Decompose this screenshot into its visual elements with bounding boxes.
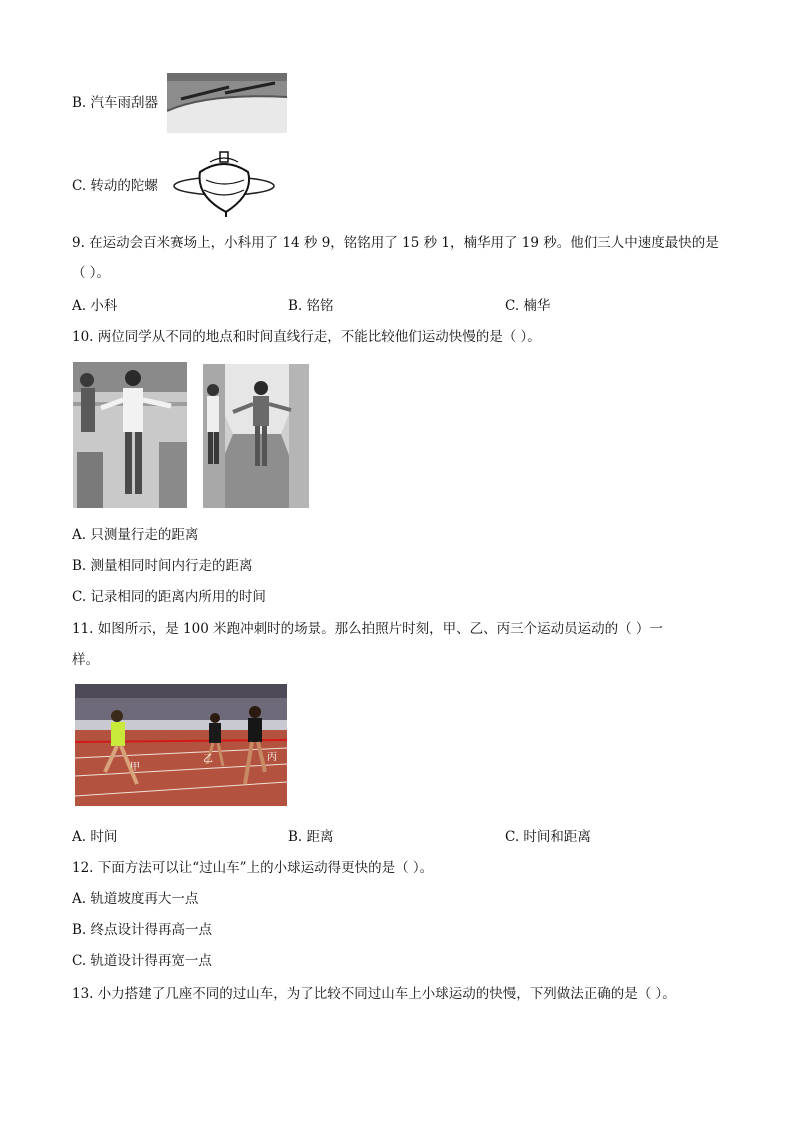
q8-option-c: C. 转动的陀螺	[72, 178, 158, 194]
q9-option-c: C. 楠华	[505, 298, 551, 314]
q10-option-b: B. 测量相同时间内行走的距离	[72, 558, 253, 574]
q12-option-a: A. 轨道坡度再大一点	[72, 891, 199, 907]
q10-option-a: A. 只测量行走的距离	[72, 527, 199, 543]
q11-stem-line1: 11. 如图所示，是 100 米跑冲刺时的场景。那么拍照片时刻，甲、乙、丙三个运动员运动的（ ）一	[72, 621, 663, 637]
q9-option-a: A. 小科	[72, 298, 118, 314]
q8-option-b: B. 汽车雨刮器	[72, 95, 159, 111]
wiper-image	[167, 73, 287, 133]
q12-stem: 12. 下面方法可以让“过山车”上的小球运动得更快的是（ ）。	[72, 860, 434, 876]
q11-stem-line2: 样。	[72, 652, 99, 668]
q11-option-a: A. 时间	[72, 829, 118, 845]
sprint-finish-photo	[75, 684, 287, 806]
q9-stem-line2: （ ）。	[72, 265, 111, 281]
q9-option-b: B. 铭铭	[288, 298, 334, 314]
q13-stem: 13. 小力搭建了几座不同的过山车，为了比较不同过山车上小球运动的快慢，下列做法正确的是（ ）。	[72, 986, 676, 1002]
q12-option-b: B. 终点设计得再高一点	[72, 922, 213, 938]
runner-label-jia: 甲	[130, 762, 140, 773]
corridor-walking-photo	[203, 364, 309, 508]
q9-stem-line1: 9. 在运动会百米赛场上，小科用了 14 秒 9，铭铭用了 15 秒 1，楠华用了 19 秒。他们三人中速度最快的是	[72, 235, 719, 251]
runner-label-bing: 丙	[267, 752, 277, 763]
classroom-walking-photo	[73, 362, 187, 508]
runner-label-yi: 乙	[203, 754, 213, 765]
q10-option-c: C. 记录相同的距离内所用的时间	[72, 589, 266, 605]
q12-option-c: C. 轨道设计得再宽一点	[72, 953, 212, 969]
q10-stem: 10. 两位同学从不同的地点和时间直线行走，不能比较他们运动快慢的是（ ）。	[72, 329, 541, 345]
spinning-top-image	[170, 150, 278, 218]
q11-option-c: C. 时间和距离	[505, 829, 591, 845]
q11-option-b: B. 距离	[288, 829, 334, 845]
